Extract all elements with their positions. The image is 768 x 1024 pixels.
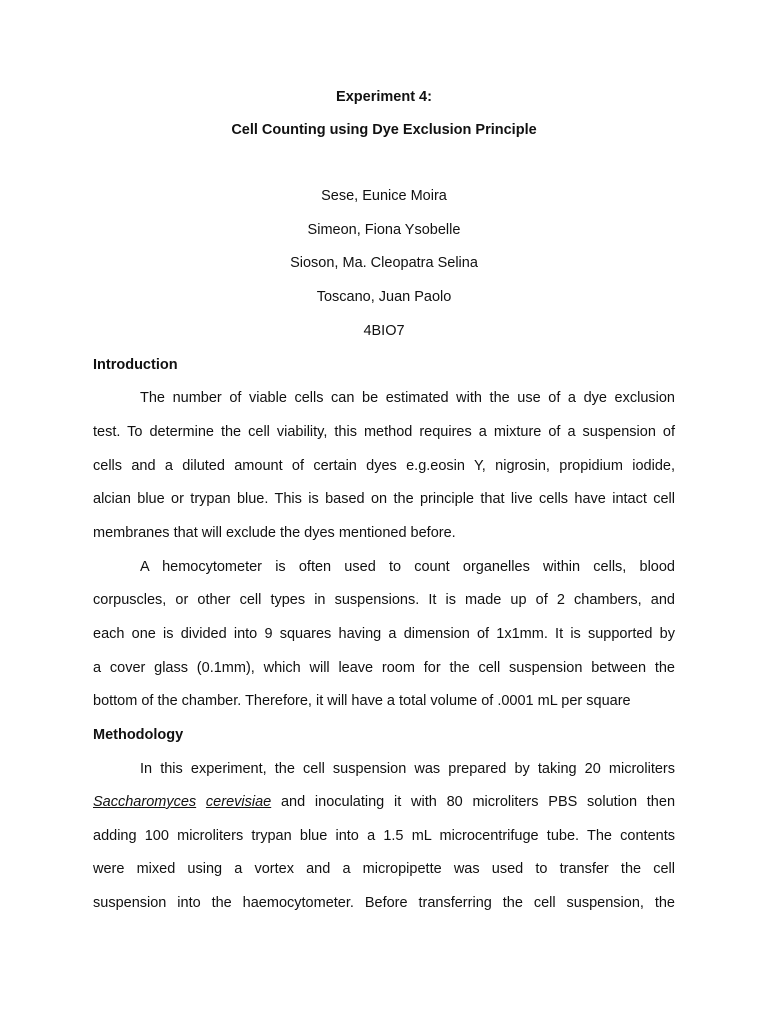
intro-p1-line-4: alcian blue or trypan blue. This is based on the principle that live cells have intact cell: [93, 491, 675, 507]
intro-p1-line-5: membranes that will exclude the dyes mentioned before.: [93, 525, 456, 541]
intro-p1-line-3: cells and a diluted amount of certain dyes e.g.eosin Y, nigrosin, propidium iodide,: [93, 458, 675, 474]
intro-p2-line-2: corpuscles, or other cell types in suspensions. It is made up of 2 chambers, and: [93, 592, 675, 608]
author-2: Simeon, Fiona Ysobelle: [307, 222, 461, 238]
intro-p2-line-5: bottom of the chamber. Therefore, it will have a total volume of .0001 mL per square: [93, 693, 631, 709]
title-experiment-name: Cell Counting using Dye Exclusion Principle: [231, 122, 537, 138]
species-name: cerevisiae: [205, 794, 272, 810]
method-line-1: In this experiment, the cell suspension was prepared by taking 20 microliters: [140, 761, 675, 777]
section-code: 4BIO7: [363, 323, 405, 339]
intro-p1-line-1: The number of viable cells can be estimated with the use of a dye exclusion: [140, 390, 675, 406]
intro-p2-line-4: a cover glass (0.1mm), which will leave room for the cell suspension between the: [93, 660, 675, 676]
method-line-2: [93, 792, 675, 812]
method-line-3: adding 100 microliters trypan blue into a 1.5 mL microcentrifuge tube. The contents: [93, 828, 675, 844]
author-1: Sese, Eunice Moira: [321, 188, 447, 204]
author-3: Sioson, Ma. Cleopatra Selina: [290, 255, 478, 271]
author-4: Toscano, Juan Paolo: [316, 289, 452, 305]
method-line-5: suspension into the haemocytometer. Before transferring the cell suspension, the: [93, 895, 675, 911]
methodology-heading: Methodology: [93, 727, 184, 743]
intro-p2-line-1: A hemocytometer is often used to count organelles within cells, blood: [140, 559, 675, 575]
intro-p1-line-2: test. To determine the cell viability, this method requires a mixture of a suspension of: [93, 424, 675, 440]
species-genus: Saccharomyces: [93, 794, 197, 810]
intro-p2-line-3: each one is divided into 9 squares having a dimension of 1x1mm. It is supported by: [93, 626, 675, 642]
method-line-4: were mixed using a vortex and a micropipette was used to transfer the cell: [93, 861, 675, 877]
title-experiment-number: Experiment 4:: [336, 89, 432, 105]
introduction-heading: Introduction: [93, 357, 178, 373]
method-line-2-rest: and inoculating it with 80 microliters PBS solution then: [280, 794, 676, 810]
